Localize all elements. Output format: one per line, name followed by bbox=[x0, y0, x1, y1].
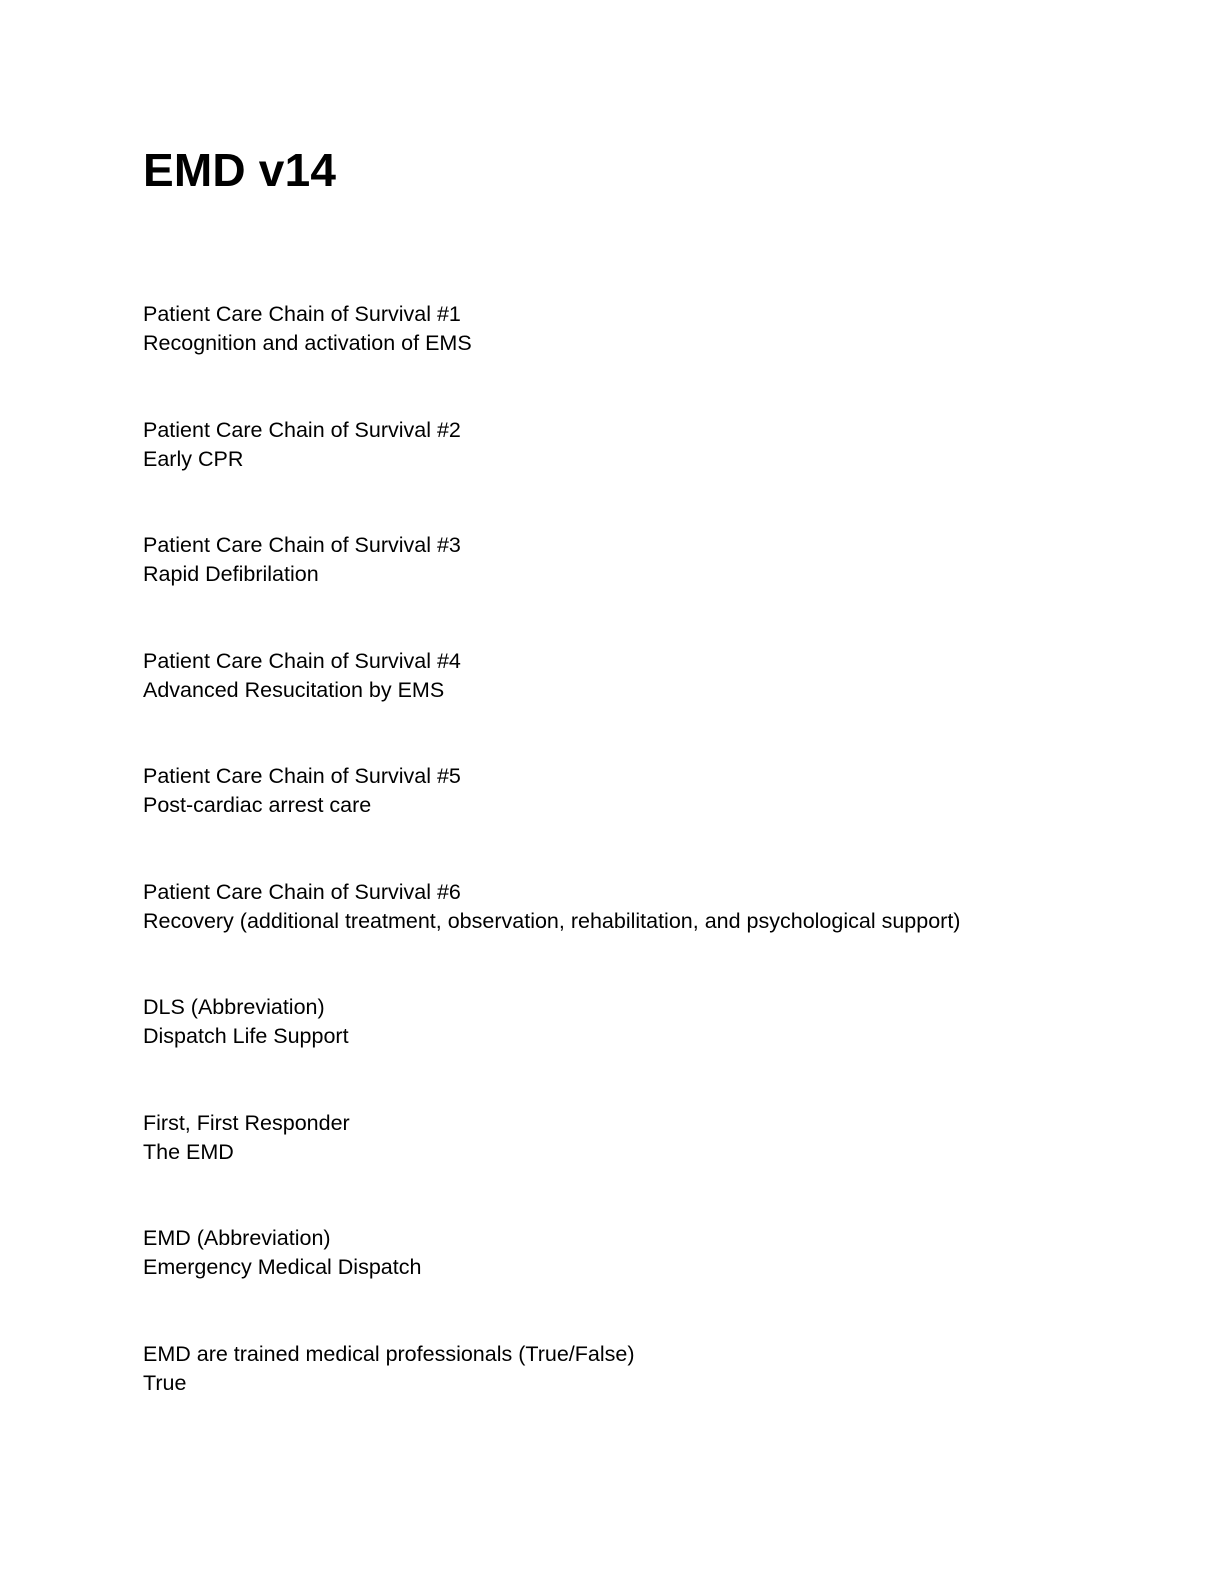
entry-term: Patient Care Chain of Survival #5 bbox=[143, 764, 461, 788]
entry-definition: True bbox=[143, 1370, 187, 1395]
flashcard-entry bbox=[143, 1109, 1143, 1225]
entry-definition: Advanced Resucitation by EMS bbox=[143, 677, 445, 702]
entry-definition: Rapid Defibrilation bbox=[143, 562, 319, 586]
flashcard-entry bbox=[143, 416, 1143, 532]
entry-term: Patient Care Chain of Survival #1 bbox=[143, 302, 461, 326]
entry-term: DLS (Abbreviation) bbox=[143, 995, 325, 1019]
flashcard-entry bbox=[143, 1224, 1143, 1340]
flashcard-entry bbox=[143, 531, 1143, 647]
entry-term: Patient Care Chain of Survival #6 bbox=[143, 879, 461, 904]
entry-definition: Recognition and activation of EMS bbox=[143, 331, 472, 355]
flashcard-entry bbox=[143, 647, 1143, 763]
flashcard-list bbox=[143, 300, 1143, 1455]
flashcard-entry bbox=[143, 1340, 1143, 1456]
entry-definition: Post-cardiac arrest care bbox=[143, 793, 372, 817]
flashcard-entry bbox=[143, 993, 1143, 1109]
flashcard-entry bbox=[143, 878, 1143, 994]
entry-definition: Early CPR bbox=[143, 446, 244, 471]
entry-term: First, First Responder bbox=[143, 1110, 350, 1135]
document-title: EMD v14 bbox=[143, 144, 337, 196]
flashcard-entry bbox=[143, 300, 1143, 416]
entry-term: Patient Care Chain of Survival #3 bbox=[143, 533, 461, 557]
entry-term: EMD are trained medical professionals (True/False) bbox=[143, 1341, 635, 1366]
entry-definition: Emergency Medical Dispatch bbox=[143, 1255, 422, 1279]
entry-definition: Recovery (additional treatment, observation, rehabilitation, and psychological support) bbox=[143, 908, 961, 933]
flashcard-entry bbox=[143, 762, 1143, 878]
entry-term: Patient Care Chain of Survival #4 bbox=[143, 648, 461, 673]
entry-definition: Dispatch Life Support bbox=[143, 1024, 349, 1048]
entry-term: Patient Care Chain of Survival #2 bbox=[143, 417, 461, 442]
entry-definition: The EMD bbox=[143, 1139, 234, 1164]
entry-term: EMD (Abbreviation) bbox=[143, 1226, 331, 1250]
